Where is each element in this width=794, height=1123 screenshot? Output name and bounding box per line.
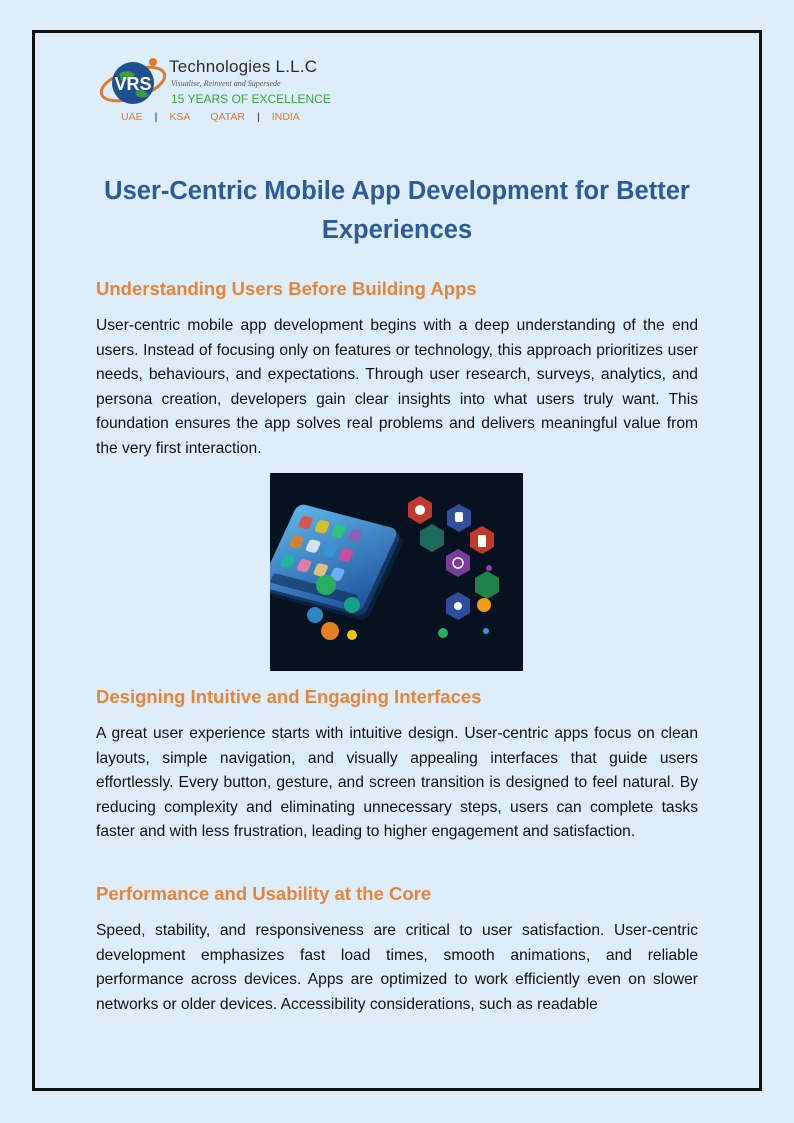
region-qatar: QATAR [210, 111, 245, 123]
spacer [190, 111, 210, 123]
company-logo[interactable] [97, 52, 342, 130]
section-body-intuitive-interfaces: A great user experience starts with intuitive design. User-centric apps focus on clean layouts, simple navigation, and visually appealing interfaces that guide users effortlessly. Every button, gesture, and screen transition is designed to feel natural. By reducing complexity and eliminating unnecessary steps, users can complete tasks faster and with less frustration, leading to higher engagement and satisfaction. [96, 725, 698, 841]
page-title: User-Centric Mobile App Development for Better Experiences [104, 177, 690, 244]
app-icons-graphic-icon [270, 473, 523, 671]
section-heading-understanding-users: Understanding Users Before Building Apps [96, 278, 477, 299]
region-uae: UAE [121, 111, 143, 123]
company-tagline: Visualise, Reinvent and Supersede [171, 79, 281, 88]
region-list [121, 111, 300, 123]
mobile-app-illustration [270, 473, 523, 671]
section-heading-intuitive-interfaces: Designing Intuitive and Engaging Interfaces [96, 686, 482, 707]
region-separator: | [154, 111, 158, 123]
years-badge: 15 YEARS OF EXCELLENCE [171, 92, 331, 106]
section-body-performance-usability: Speed, stability, and responsiveness are critical to user satisfaction. User-centric development emphasizes fast load times, smooth animations, and reliable performance across devices. Apps are optimized to work efficiently even on slower networks or older devices. Accessibility considerations, such as readable [96, 922, 698, 1013]
region-ksa: KSA [169, 111, 191, 123]
section-body-understanding-users: User-centric mobile app development begins with a deep understanding of the end users. Instead of focusing only on features or technology, this approach prioritizes user needs, behaviours, and expectations. Through user research, surveys, analytics, and persona creation, developers gain clear insights into what users truly want. This foundation ensures the app solves real problems and delivers meaningful value from the very first interaction. [96, 317, 698, 457]
company-name: Technologies L.L.C [169, 57, 318, 76]
section-heading-performance-usability: Performance and Usability at the Core [96, 883, 432, 904]
region-india: INDIA [271, 111, 300, 123]
region-separator: | [256, 111, 260, 123]
vrs-globe-emblem-icon [97, 54, 169, 112]
svg-text:VRS: VRS [114, 74, 152, 94]
